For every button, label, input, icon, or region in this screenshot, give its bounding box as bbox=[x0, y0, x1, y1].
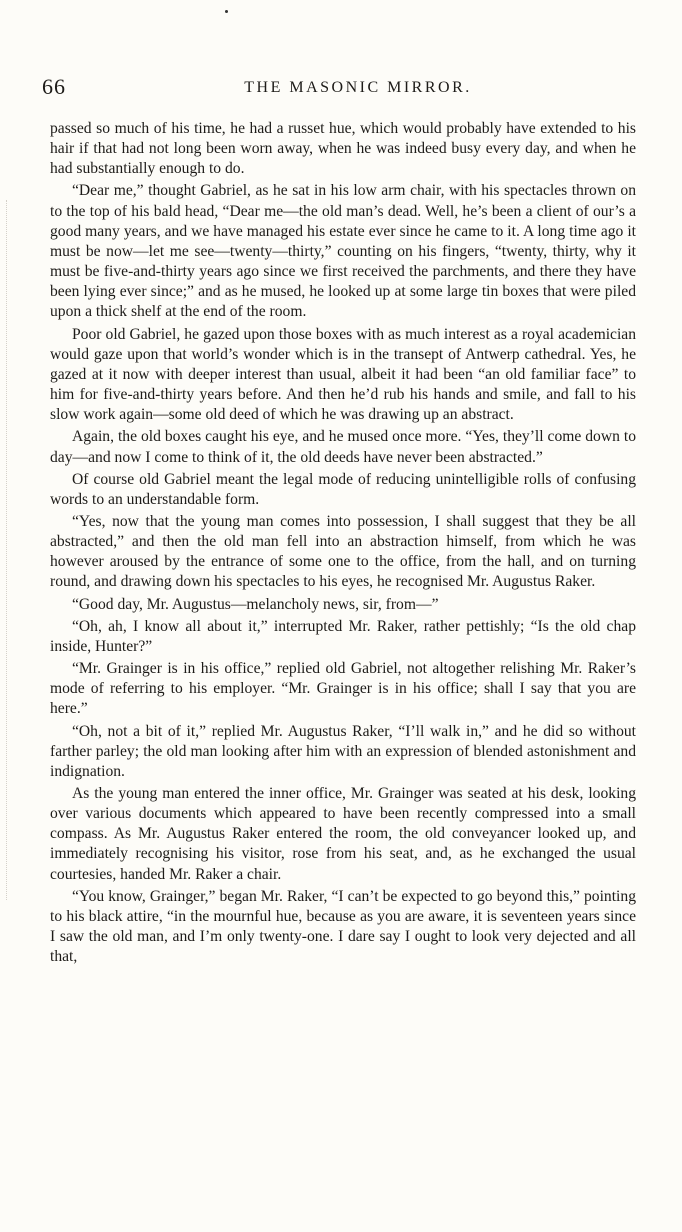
paragraph: As the young man entered the inner office, Mr. Grainger was seated at his desk, looking over various documents which appeared to have been recently compressed into a small compass. As Mr. Augustus Raker entered the room, the old conveyancer looked up, and immediately recognising his visitor, rose from his seat, and, as he exchanged the usual courtesies, handed Mr. Raker a chair. bbox=[50, 785, 636, 883]
body-text bbox=[50, 119, 636, 967]
paragraph: Again, the old boxes caught his eye, and he mused once more. “Yes, they’ll come down to day—and now I come to think of it, the old deeds have never been abstracted.” bbox=[50, 428, 636, 466]
paragraph: “Yes, now that the young man comes into possession, I shall suggest that they be all abstracted,” and then the old man fell into an abstraction himself, from which he was however aroused by the entrance of some one to the office, from the hall, and on turning round, and drawing down his spectacles to his eyes, he recognised Mr. Augustus Raker. bbox=[50, 512, 636, 591]
paragraph: “Oh, not a bit of it,” replied Mr. Augustus Raker, “I’ll walk in,” and he did so without farther parley; the old man looking after him with an expression of blended astonishment and indignation. bbox=[50, 722, 636, 780]
ink-speck bbox=[225, 10, 228, 13]
paragraph: “Good day, Mr. Augustus—melancholy news, sir, from—” bbox=[72, 595, 439, 613]
page-edge-marks bbox=[6, 200, 9, 900]
page-number: 66 bbox=[42, 74, 66, 99]
paragraph: Poor old Gabriel, he gazed upon those boxes with as much interest as a royal academician would gaze upon that world’s wonder which is in the transept of Antwerp cathedral. Yes, he gazed at it now with deeper interest than usual, albeit it had been “an old familiar face” to him for five-and-thirty years before. And then he’d rub his hands and smile, and fall to his slow work again—some old deed of which he was drawing up an abstract. bbox=[50, 325, 636, 424]
paragraph: “Mr. Grainger is in his office,” replied old Gabriel, not altogether relishing Mr. Raker’s mode of referring to his employer. “Mr. Grainger is in his office; shall I say that you are here.” bbox=[50, 660, 636, 718]
paragraph: “You know, Grainger,” began Mr. Raker, “I can’t be expected to go beyond this,” pointing to his black attire, “in the mournful hue, because as you are aware, it is seventeen years since I saw the old man, and I’m only twenty-one. I dare say I ought to look very dejected and all that, bbox=[50, 887, 636, 966]
paragraph: passed so much of his time, he had a russet hue, which would probably have extended to his hair if that had not long been worn away, when he was indeed busy every day, and when he had substantially enough to do. bbox=[50, 120, 636, 178]
page-header bbox=[38, 74, 648, 102]
running-head: THE MASONIC MIRROR. bbox=[244, 79, 472, 96]
paragraph: Of course old Gabriel meant the legal mode of reducing unintelligible rolls of confusing words to an understandable form. bbox=[50, 470, 636, 508]
paragraph: “Dear me,” thought Gabriel, as he sat in his low arm chair, with his spectacles thrown on to the top of his bald head, “Dear me—the old man’s dead. Well, he’s been a client of our’s a good many years, and we have managed his estate ever since he came to it. A long time ago it must be now—let me see—twenty—thirty,” counting on his fingers, “twenty, thirty, why it must be five-and-thirty years ago since we first received the parchments, and there they have been lying ever since;” and as he mused, he looked up at some large tin boxes that were piled upon a thick shelf at the end of the room. bbox=[50, 182, 636, 321]
paragraph: “Oh, ah, I know all about it,” interrupted Mr. Raker, rather pettishly; “Is the old chap inside, Hunter?” bbox=[50, 617, 636, 655]
